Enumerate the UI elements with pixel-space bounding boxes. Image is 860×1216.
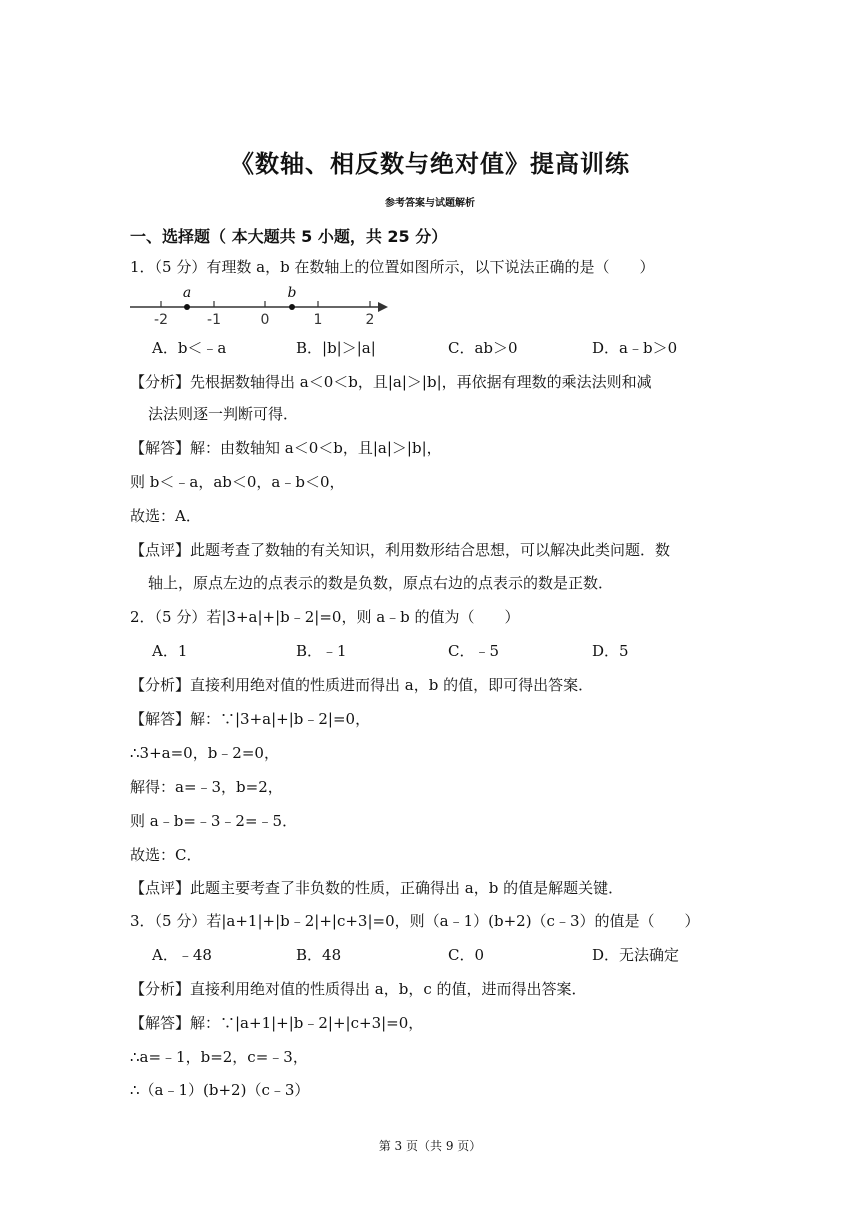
q2-answer: 故选：C． (130, 846, 202, 864)
q3-analysis: 【分析】直接利用绝对值的性质得出 a，b，c 的值，进而得出答案． (130, 980, 587, 998)
axis-point (289, 304, 295, 310)
q2-stem: 2．（5 分）若|3+a|+|b﹣2|=0，则 a﹣b 的值为（ ） (130, 608, 520, 626)
q3-solution-step2: ∴（a﹣1）(b+2)（c﹣3） (130, 1081, 310, 1099)
axis-tick-label: -1 (207, 312, 221, 327)
q2-solution-step3: 则 a﹣b=﹣3﹣2=﹣5． (130, 812, 298, 830)
q1-option-b: B．|b|＞|a| (296, 339, 376, 357)
document-title: 《数轴、相反数与绝对值》提高训练 (230, 150, 630, 178)
q3-stem: 3．（5 分）若|a+1|+|b﹣2|+|c+3|=0，则（a﹣1）(b+2)（c﹣3）的值是（ ） (130, 912, 700, 930)
q3-option-b: B．48 (296, 946, 342, 964)
q3-option-d: D．无法确定 (592, 946, 680, 964)
q1-analysis-cont: 法法则逐一判断可得． (148, 405, 299, 423)
document-subtitle: 参考答案与试题解析 (385, 198, 475, 209)
q3-solution: 【解答】解：∵|a+1|+|b﹣2|+|c+3|=0， (130, 1014, 424, 1032)
q2-option-c: C．﹣5 (448, 642, 500, 660)
q1-solution-step: 则 b＜﹣a，ab＜0，a﹣b＜0， (130, 473, 345, 491)
axis-arrow (378, 302, 388, 312)
q1-option-a: A．b＜﹣a (152, 339, 227, 357)
q1-option-c: C．ab＞0 (448, 339, 518, 357)
axis-point (184, 304, 190, 310)
q3-option-c: C．0 (448, 946, 485, 964)
q1-comment: 【点评】此题考查了数轴的有关知识，利用数形结合思想，可以解决此类问题．数 (130, 541, 671, 559)
axis-tick-label: 2 (365, 312, 375, 327)
q2-analysis: 【分析】直接利用绝对值的性质进而得出 a，b 的值，即可得出答案． (130, 676, 594, 694)
q3-option-a: A．﹣48 (152, 946, 212, 964)
q2-option-a: A．1 (152, 642, 188, 660)
q1-option-d: D．a﹣b＞0 (592, 339, 678, 357)
axis-tick-label: -2 (154, 312, 168, 327)
q1-comment-cont: 轴上，原点左边的点表示的数是负数，原点右边的点表示的数是正数． (148, 574, 614, 592)
q1-stem: 1．（5 分）有理数 a，b 在数轴上的位置如图所示，以下说法正确的是（ ） (130, 258, 655, 276)
q2-comment: 【点评】此题主要考查了非负数的性质，正确得出 a，b 的值是解题关键． (130, 879, 624, 897)
axis-point-label: a (182, 285, 192, 301)
section-heading: 一、选择题（ 本大题共 5 小题，共 25 分） (130, 227, 448, 246)
q3-solution-step1: ∴a=﹣1，b=2，c=﹣3， (130, 1048, 308, 1066)
axis-point-label: b (287, 285, 297, 301)
q1-solution: 【解答】解：由数轴知 a＜0＜b，且|a|＞|b|， (130, 439, 442, 457)
q2-solution-step1: ∴3+a=0，b﹣2=0， (130, 744, 279, 762)
axis-tick-label: 1 (313, 312, 323, 327)
axis-tick-label: 0 (260, 312, 270, 327)
q2-option-d: D．5 (592, 642, 629, 660)
q1-answer: 故选：A． (130, 507, 201, 525)
q2-option-b: B．﹣1 (296, 642, 347, 660)
q2-solution: 【解答】解：∵|3+a|+|b﹣2|=0， (130, 710, 371, 728)
q1-analysis: 【分析】先根据数轴得出 a＜0＜b，且|a|＞|b|，再依据有理数的乘法法则和减 (130, 373, 652, 391)
q2-solution-step2: 解得：a=﹣3，b=2， (130, 778, 283, 796)
page-footer: 第 3 页（共 9 页） (378, 1139, 482, 1153)
number-line-figure (130, 283, 400, 327)
